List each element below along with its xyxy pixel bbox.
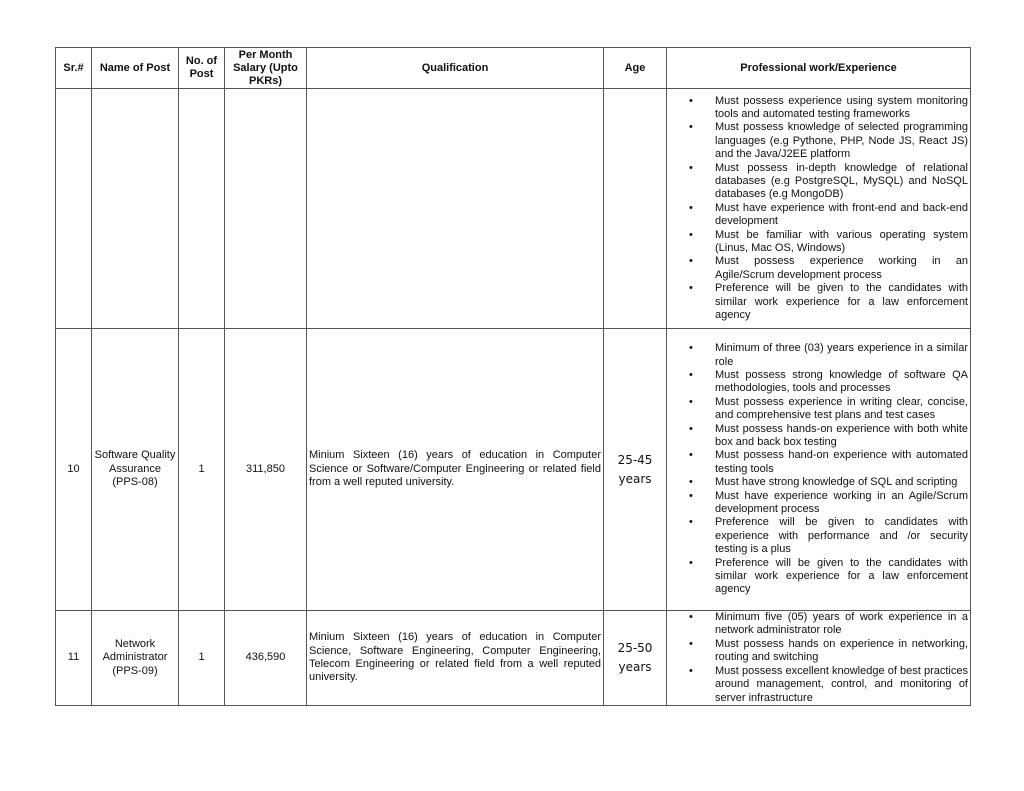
- header-experience: Professional work/Experience: [667, 48, 971, 89]
- list-item: • Preference will be given to the candidates with similar work experience for a law enforcement agency: [669, 282, 968, 322]
- header-row: [56, 48, 971, 89]
- list-item: • Preference will be given to the candidates with similar work experience for a law enforcement agency: [669, 557, 968, 597]
- header-qualification: Qualification: [307, 48, 604, 89]
- list-item: • Must possess hands on experience in networking, routing and switching: [669, 638, 968, 665]
- list-item: • Must possess experience using system monitoring tools and automated testing frameworks: [669, 95, 968, 122]
- list-item: • Must possess experience in writing clear, concise, and comprehensive test plans and test cases: [669, 396, 968, 423]
- table-row: [56, 329, 971, 611]
- list-item: • Must possess excellent knowledge of best practices around management, control, and monitoring of server infrastructure: [669, 665, 968, 705]
- cell-experience: [667, 611, 971, 706]
- experience-list: [669, 342, 968, 597]
- cell-experience: [667, 329, 971, 611]
- header-name-of-post: Name of Post: [92, 48, 179, 89]
- cell-salary: 311,850: [225, 329, 307, 611]
- cell-qualification: [307, 89, 604, 329]
- cell-age: [604, 89, 667, 329]
- cell-age: [604, 329, 667, 611]
- list-item: • Must possess experience working in an Agile/Scrum development process: [669, 255, 968, 282]
- cell-age: [604, 611, 667, 706]
- list-item: • Must possess hand-on experience with automated testing tools: [669, 449, 968, 476]
- table-body: [56, 89, 971, 706]
- list-item: • Must possess in-depth knowledge of relational databases (e.g PostgreSQL, MySQL) and NoSQL databases (e.g MongoDB): [669, 162, 968, 202]
- cell-sr: [56, 89, 92, 329]
- list-item: • Minimum of three (03) years experience in a similar role: [669, 342, 968, 369]
- list-item: • Must possess knowledge of selected programming languages (e.g Pythone, PHP, Node JS, React JS) and the Java/J2EE platform: [669, 121, 968, 161]
- header-salary: Per Month Salary (Upto PKRs): [225, 48, 307, 89]
- cell-post-count: 1: [179, 329, 225, 611]
- table-row: [56, 89, 971, 329]
- list-item: • Must possess strong knowledge of software QA methodologies, tools and processes: [669, 369, 968, 396]
- cell-qualification: Minium Sixteen (16) years of education in Computer Science or Software/Computer Engineering or related field from a well reputed university.: [307, 329, 604, 611]
- cell-sr: 11: [56, 611, 92, 706]
- header-age: Age: [604, 48, 667, 89]
- age-range: 25-45: [617, 452, 653, 467]
- cell-sr: 10: [56, 329, 92, 611]
- cell-post-name: [92, 89, 179, 329]
- cell-salary: [225, 89, 307, 329]
- age-range: 25-50: [617, 641, 653, 655]
- list-item: • Must have strong knowledge of SQL and scripting: [669, 476, 968, 489]
- header-no-of-post: No. of Post: [179, 48, 225, 89]
- cell-post-name: Network Administrator (PPS-09): [92, 611, 179, 706]
- list-item: • Preference will be given to candidates with experience with performance and /or security testing is a plus: [669, 516, 968, 556]
- cell-post-count: 1: [179, 611, 225, 706]
- list-item: • Must possess hands-on experience with both white box and back box testing: [669, 423, 968, 450]
- cell-salary: 436,590: [225, 611, 307, 706]
- cell-experience: [667, 89, 971, 329]
- list-item: • Must have experience with front-end and back-end development: [669, 202, 968, 229]
- cell-post-count: [179, 89, 225, 329]
- list-item: • Minimum five (05) years of work experience in a network administrator role: [669, 611, 968, 638]
- experience-list: [669, 95, 968, 323]
- job-table: [55, 47, 971, 706]
- age-unit: years: [618, 660, 652, 674]
- header-sr: Sr.#: [56, 48, 92, 89]
- age-unit: years: [618, 471, 652, 486]
- list-item: • Must be familiar with various operating system (Linus, Mac OS, Windows): [669, 229, 968, 256]
- table-row: [56, 611, 971, 706]
- list-item: • Must have experience working in an Agile/Scrum development process: [669, 490, 968, 517]
- cell-qualification: Minium Sixteen (16) years of education in Computer Science, Software Engineering, Computer Engineering, Telecom Engineering or related field from a well reputed university.: [307, 611, 604, 706]
- cell-post-name: Software Quality Assurance (PPS-08): [92, 329, 179, 611]
- experience-list: [669, 611, 968, 705]
